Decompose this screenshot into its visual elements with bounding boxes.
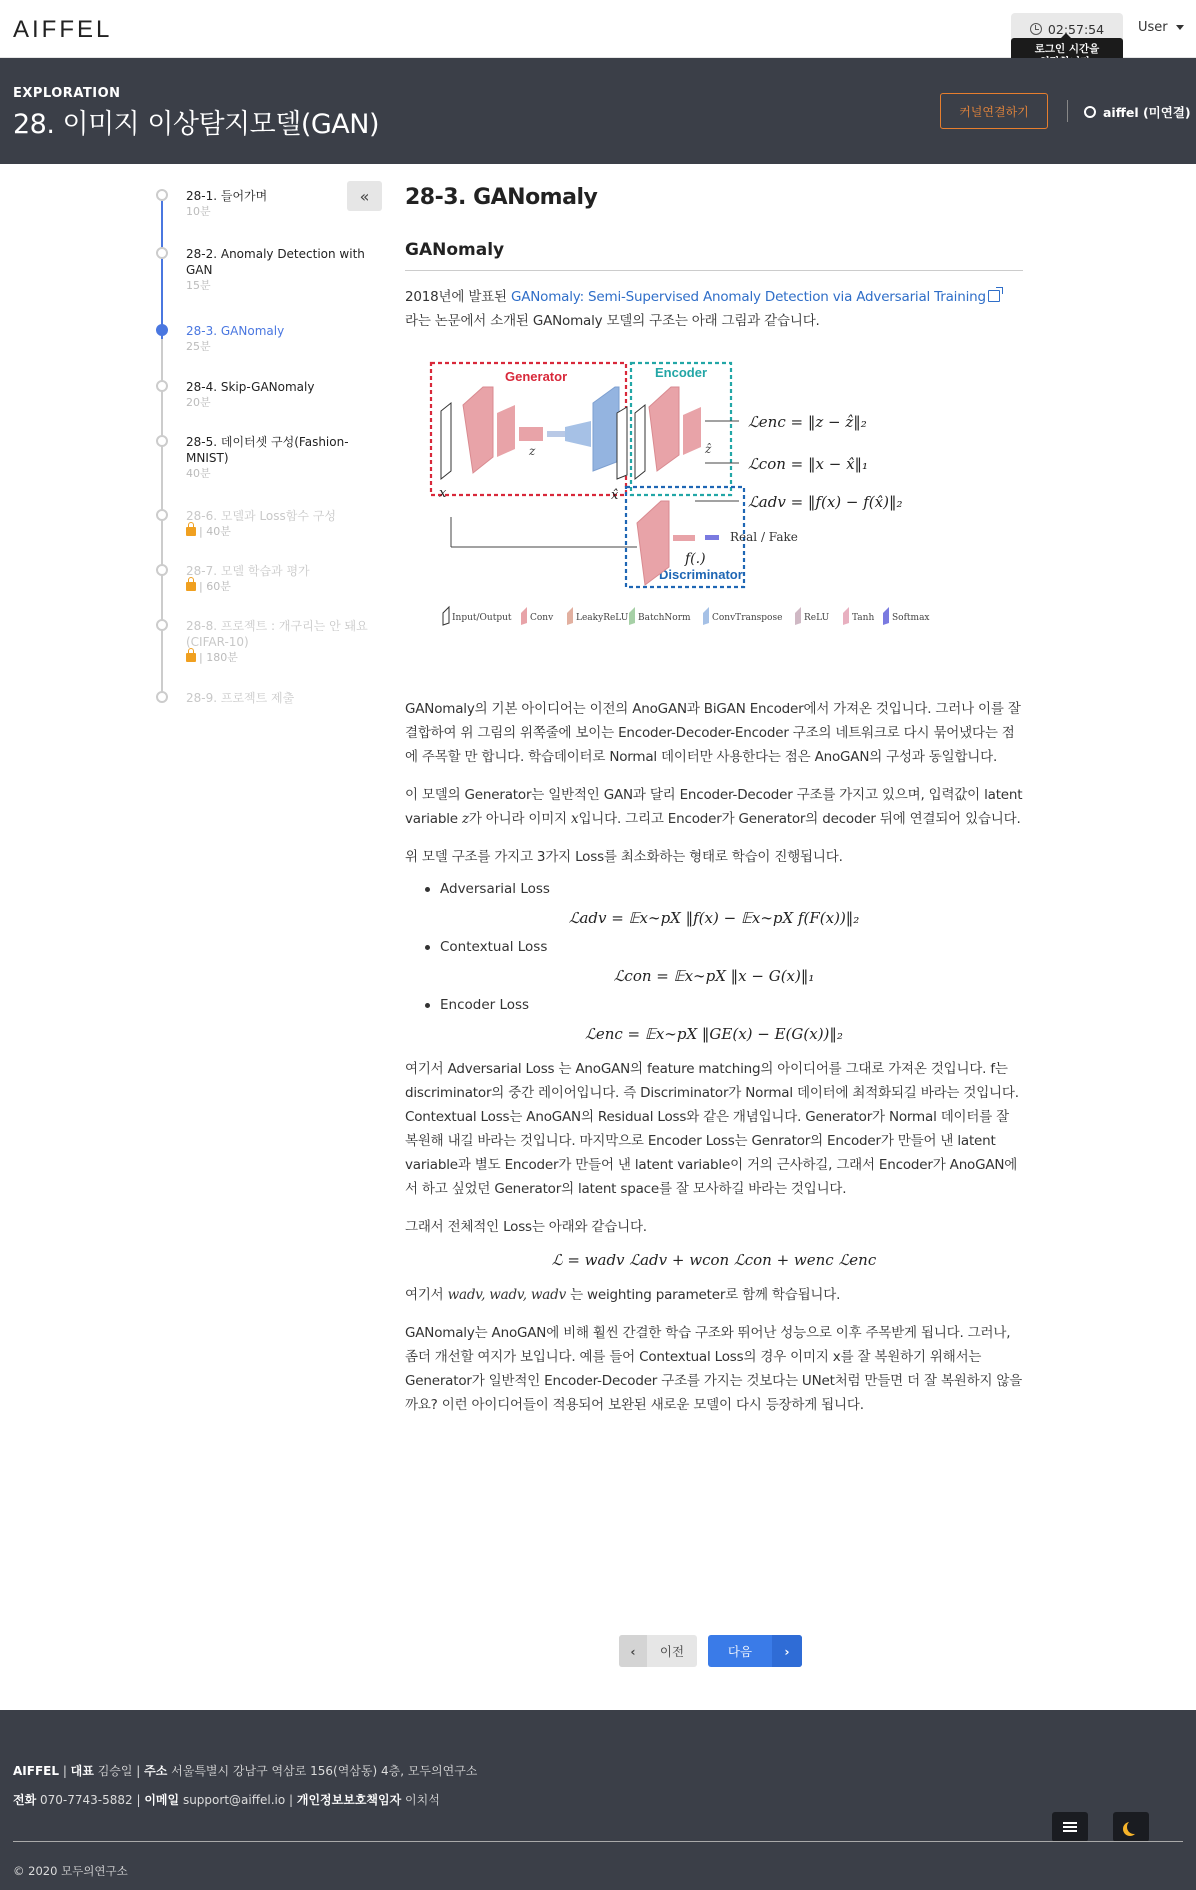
step-duration: 20분 <box>186 396 211 409</box>
step-duration: 10분 <box>186 205 211 218</box>
course-category: EXPLORATION <box>13 86 121 101</box>
loss-adv-label: ℒadv = ‖f(x) − f(x̂)‖₂ <box>748 493 903 511</box>
step-title: 28-2. Anomaly Detection with GAN <box>186 247 365 277</box>
lesson-content <box>405 185 1023 1417</box>
conv-block <box>463 387 493 473</box>
paragraph-6: 여기서 wadv, wadv, wadv 는 weighting parameter로 함께 학습됩니다. <box>405 1287 841 1303</box>
step-title: 28-8. 프로젝트 : 개구리는 안 돼요(CIFAR-10) <box>186 619 368 649</box>
loss-list <box>405 881 1023 1043</box>
step-duration: 40분 <box>186 467 211 480</box>
step-dot <box>156 247 168 259</box>
step-dot <box>156 619 168 631</box>
svg-text:x: x <box>439 486 447 501</box>
step-title: 28-4. Skip-GANomaly <box>186 380 315 394</box>
course-header <box>0 58 1196 164</box>
step-dot <box>156 435 168 447</box>
paragraph-2: 이 모델의 Generator는 일반적인 GAN과 달리 Encoder-Decoder 구조를 가지고 있으며, 입력값이 latent variable z가 아니라 이미지 x입니다. 그리고 Encoder가 Generator의 decoder 뒤에 연결되어 있습니다. <box>405 787 1023 827</box>
step-dot <box>156 564 168 576</box>
step-title: 28-3. GANomaly <box>186 324 285 338</box>
svg-text:Tanh: Tanh <box>852 613 875 623</box>
top-navbar <box>0 0 1196 58</box>
paragraph-4: 여기서 Adversarial Loss 는 AnoGAN의 feature matching의 아이디어를 그대로 가져온 것입니다. f는 discriminator의 중간 레이어입니다. 즉 Discriminator가 Normal 데이터에 최적화되길 바라는 것입니다. Contextual Loss는 AnoGAN의 Residual Loss와 같은 개념입니다. Generator가 Normal 데이터를 잘 복원해 내길 바라는 것입니다. 마지막으로 Encoder Loss는 Genrator의 Encoder가 만들어 낸 latent variable과 별도 Encoder가 만들어 낸 latent variable이 거의 근사하길, 그래서 Encoder가 AnoGAN에서 하고 싶었던 Generator의 latent space를 잘 모사하길 바라는 것입니다. <box>405 1061 1019 1197</box>
connect-kernel-button[interactable]: 커널연결하기 <box>940 93 1048 129</box>
paragraph-7: GANomaly는 AnoGAN에 비해 훨씬 간결한 학습 구조와 뛰어난 성능으로 이후 주목받게 됩니다. 그러나, 좀더 개선할 여지가 보입니다. 예를 들어 Contextual Loss의 경우 이미지 x를 잘 복원하기 위해서는 Generator가 일반적인 Encoder-Decoder 구조를 가지는 것보다는 UNet처럼 만들면 더 잘 복원하지 않을까요? 이런 아이디어들이 적용되어 보완된 새로운 모델이 다시 등장하게 됩니다. <box>405 1325 1023 1413</box>
step-title: 28-6. 모델과 Loss함수 구성 <box>186 509 336 523</box>
conv-block <box>673 535 695 541</box>
conv-block <box>649 387 679 471</box>
step-dot <box>156 509 168 521</box>
svg-text:Input/Output: Input/Output <box>452 613 512 623</box>
paper-link[interactable]: GANomaly: Semi-Supervised Anomaly Detection via Adversarial Training <box>510 289 986 305</box>
deconv-block <box>565 421 591 447</box>
step-title: 28-1. 들어가며 <box>186 189 268 203</box>
user-label: User <box>1138 20 1168 35</box>
step-title: 28-7. 모델 학습과 평가 <box>186 564 310 578</box>
conv-block <box>497 405 515 457</box>
svg-text:ConvTranspose: ConvTranspose <box>712 613 783 623</box>
paragraph-5: 그래서 전체적인 Loss는 아래와 같습니다. <box>405 1219 647 1235</box>
step-title: 28-9. 프로젝트 제출 <box>186 691 295 705</box>
footer-divider <box>13 1841 1183 1842</box>
copyright: © 2020 모두의연구소 <box>13 1864 128 1878</box>
loss-con-label: ℒcon = ‖x − x̂‖₁ <box>748 455 869 473</box>
kernel-status <box>1084 103 1191 121</box>
svg-text:Conv: Conv <box>530 613 554 623</box>
svg-text:LeakyReLU: LeakyReLU <box>576 613 629 623</box>
pagination <box>619 1635 802 1667</box>
user-menu[interactable] <box>1138 20 1184 35</box>
list-item: Adversarial Loss <box>425 881 1023 897</box>
step-dot <box>156 380 168 392</box>
encoder-input <box>635 405 645 479</box>
softmax-block <box>705 535 719 540</box>
contextual-loss-formula: ℒcon = 𝔼x∼pX ‖x − G(x)‖₁ <box>613 967 815 985</box>
kernel-status-label: aiffel (미연결) <box>1103 105 1191 120</box>
dark-mode-button[interactable] <box>1113 1812 1149 1842</box>
list-item: Encoder Loss <box>425 997 1023 1013</box>
real-fake-label: Real / Fake <box>730 530 798 544</box>
feature-fn-label: f(.) <box>685 551 706 567</box>
encoder-loss-formula: ℒenc = 𝔼x∼pX ‖GE(x) − E(G(x))‖₂ <box>585 1025 843 1043</box>
step-dot <box>156 691 168 703</box>
section-title: 28-3. GANomaly <box>405 185 598 210</box>
step-duration: 25분 <box>186 340 211 353</box>
footer-company-info: AIFFEL | 대표 김승일 | 주소 서울특별시 강남구 역삼로 156(역삼동) 4층, 모두의연구소 <box>13 1764 478 1778</box>
next-button[interactable]: 다음 › <box>708 1635 802 1667</box>
paragraph-3: 위 모델 구조를 가지고 3가지 Loss를 최소화하는 형태로 학습이 진행됩니다. <box>405 849 843 865</box>
loss-enc-label: ℒenc = ‖z − ẑ‖₂ <box>748 413 867 431</box>
prev-button[interactable]: ‹ 이전 <box>619 1635 697 1667</box>
deconv-block <box>593 387 619 471</box>
lock-icon <box>186 653 196 662</box>
paragraph-1: GANomaly의 기본 아이디어는 이전의 AnoGAN과 BiGAN Encoder에서 가져온 것입니다. 그러나 이를 잘 결합하여 위 그림의 위쪽줄에 보이는 Encoder-Decoder-Encoder 구조의 네트워크로 다시 묶어냈다는 점에 주목할 만 합니다. 학습데이터로 Normal 데이터만 사용한다는 점은 AnoGAN의 구성과 동일합니다. <box>405 701 1021 765</box>
adversarial-loss-formula: ℒadv = 𝔼x∼pX ‖f(x) − 𝔼x∼pX f(F(x))‖₂ <box>568 909 860 927</box>
total-loss-formula: ℒ = wadv ℒadv + wcon ℒcon + wenc ℒenc <box>551 1251 877 1269</box>
conv-block <box>683 407 701 455</box>
latent-bottleneck <box>547 431 565 437</box>
chevron-down-icon <box>1176 25 1184 30</box>
double-chevron-left-icon: « <box>359 186 370 206</box>
chevron-left-icon: ‹ <box>619 1635 647 1667</box>
conv-block <box>519 427 543 441</box>
chevron-right-icon: › <box>772 1635 802 1667</box>
input-layer <box>441 403 451 479</box>
step-dot <box>156 189 168 201</box>
timeline-progress <box>161 197 163 339</box>
svg-text:Softmax: Softmax <box>892 613 930 623</box>
step-title: 28-5. 데이터셋 구성(Fashion-MNIST) <box>186 435 349 465</box>
step-duration: | 40분 <box>199 525 231 538</box>
output-layer <box>617 407 627 479</box>
intro-paragraph: 2018년에 발표된 GANomaly: Semi-Supervised Anomaly Detection via Adversarial Training 라는 논문에서 소개된 GANomaly 모델의 구조는 아래 그림과 같습니다. <box>405 285 1023 333</box>
lock-icon <box>186 527 196 536</box>
step-duration: | 180분 <box>199 651 238 664</box>
encoder-box <box>631 363 731 495</box>
lock-icon <box>186 582 196 591</box>
svg-text:ẑ: ẑ <box>705 442 712 456</box>
list-icon <box>1063 1822 1077 1832</box>
svg-text:ReLU: ReLU <box>804 613 830 623</box>
step-duration: | 60분 <box>199 580 231 593</box>
status-circle-icon <box>1084 106 1096 118</box>
svg-text:BatchNorm: BatchNorm <box>638 613 691 623</box>
extend-session-tooltip: 로그인 시간을 <box>1011 38 1123 74</box>
svg-text:x̂: x̂ <box>611 488 619 503</box>
step-dot <box>156 324 168 336</box>
clock-icon <box>1030 23 1042 35</box>
list-item: Contextual Loss <box>425 939 1023 955</box>
header-divider <box>1067 100 1068 122</box>
external-link-icon[interactable] <box>988 290 1000 302</box>
toc-toggle-button[interactable] <box>1052 1812 1088 1842</box>
timer-value: 02:57:54 <box>1047 21 1105 37</box>
discriminator-label: Discriminator <box>659 567 743 582</box>
figure-legend <box>443 607 930 625</box>
svg-text:z: z <box>529 444 536 458</box>
footer-contact-info: 전화 070-7743-5882 | 이메일 support@aiffel.io | 개인정보보호책임자 이치석 <box>13 1793 440 1807</box>
aiffel-logo[interactable]: AIFFEL <box>13 16 113 43</box>
moon-icon <box>1127 1820 1141 1834</box>
generator-label: Generator <box>505 369 568 384</box>
subsection-title: GANomaly <box>405 240 1023 271</box>
step-duration: 15분 <box>186 279 211 292</box>
footer <box>0 1710 1196 1890</box>
page-title: 28. 이미지 이상탐지모델(GAN) <box>13 109 379 140</box>
ganomaly-architecture-figure <box>405 351 1005 671</box>
encoder-label: Encoder <box>655 365 708 380</box>
